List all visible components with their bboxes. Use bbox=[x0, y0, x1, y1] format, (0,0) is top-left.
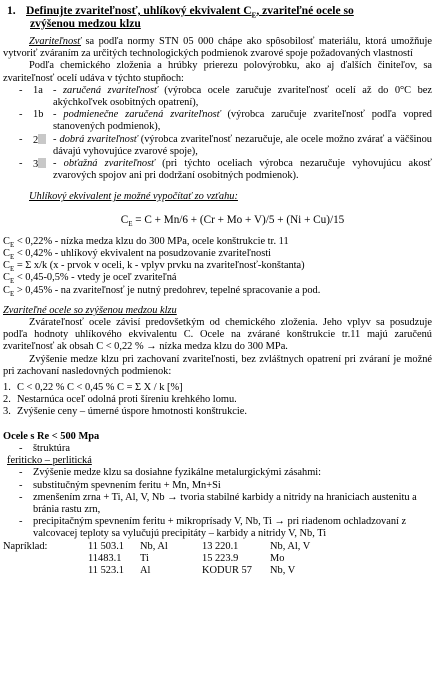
grades-intro: Podľa chemického zloženia a hrúbky prierezu polovýrobku, ako aj ďalších činiteľov, sa zvariteľnosť ocelí udáva v týchto stupňoch: bbox=[3, 60, 432, 84]
list-item: $C_E < 0,22\%$ - nízka medza klzu do 300 MPa, ocele konštrukcie tr. 11 bbox=[3, 235, 289, 249]
list-item: - 2 - dobrá zvariteľnosť (výrobca zvariteľnosť nezaručuje, ale ocele možno zvárať a väčšinou dávajú vyhovujúce zvarové spoje), bbox=[19, 133, 432, 157]
definition-term: Zvariteľnosť bbox=[29, 36, 82, 47]
list-item: - 1a - zaručená zvariteľnosť (výrobca ocele zaručuje zvariteľnosť ocelí až do 0°C bez akýchkoľvek osobitných opatrení), bbox=[19, 84, 433, 109]
heading-number: 1. bbox=[7, 4, 16, 17]
list-item: - substitučným spevnením feritu + Mn, Mn+Si bbox=[19, 479, 221, 491]
table-row: 11483.1 Ti 15 223.9 Mo bbox=[88, 552, 285, 564]
list-item: $C_E = \Sigma$ x/k (x - prvok v oceli, k - vplyv prvku na zvariteľnosť-konštanta) bbox=[3, 260, 305, 274]
list-item: $C_E < 0,45-0,5\%$ - vtedy je oceľ zvariteľná bbox=[3, 272, 177, 286]
weldability-paragraph: Zvárateľnosť ocele závisí predovšetkým od chemického zloženia. Jeho vplyv sa posudzuje podľa hodnoty uhlíkového ekvivalentu C. Ocele na zvárané konštrukcie tr.11 majú zaručenú zvariteľnosť ak obsah C < 0,22 % → nízka medza klzu do 300 MPa. bbox=[3, 317, 432, 353]
conditions-list bbox=[3, 382, 432, 419]
definition-paragraph bbox=[3, 36, 432, 60]
structure-value: feriticko – perlitická bbox=[7, 455, 92, 467]
table-row: 11 523.1 Al KODUR 57 Nb, V bbox=[88, 564, 296, 576]
list-item: 3. Zvýšenie ceny – úmerné úspore hmotnosti konštrukcie. bbox=[3, 406, 247, 418]
list-item: - 1b - podmienečne zaručená zvariteľnosť (výrobca zaručuje zvariteľnosť podľa vopred stanovených podmienok), bbox=[19, 109, 433, 133]
bullets-list bbox=[3, 467, 432, 540]
list-item: - precipitačným spevnením feritu + mikroprísady V, Nb, Ti → pri riadenom ochladzovaní z valcovacej teploty sa vylučujú precipitáty – karbidy a nitridy V, Nb, Ti bbox=[19, 516, 407, 540]
heading-line1-end: , zvariteľné ocele so bbox=[256, 4, 354, 17]
ce-formula: $C_E = C + Mn/6 + (Cr + Mo + V)/5 + (Ni + Cu)/15$ bbox=[120, 213, 345, 228]
examples-table bbox=[3, 541, 432, 578]
section2-title: Ocele s Re < 500 Mpa bbox=[3, 430, 100, 442]
page-title bbox=[3, 4, 432, 30]
list-item: - štruktúra bbox=[19, 442, 70, 454]
ce-intro: Uhlíkový ekvivalent je možné vypočítať zo vzťahu: bbox=[29, 191, 238, 203]
yield-paragraph: Zvýšenie medze klzu pri zachovaní zvariteľnosti, bez zvláštnych opatrení pri zváraní je možné pri zachovaní nasledovných podmienok: bbox=[3, 353, 432, 377]
heading-line2: zvýšenou medzou klzu bbox=[30, 17, 141, 30]
list-item: - Zvýšenie medze klzu sa dosiahne fyzikálne metalurgickými zásahmi: bbox=[19, 467, 322, 479]
list-item: $C_E < 0,42\%$ - uhlíkový ekvivalent na posudzovanie zvariteľnosti bbox=[3, 248, 272, 262]
list-item: - 3 - obťažná zvariteľnosť (pri týchto oceliach výrobca nezaručuje vyhovujúcu akosť zvarových spojov ani pri dodržaní osobitných podmienok). bbox=[19, 158, 432, 182]
table-row: Napríklad: 11 503.1 Nb, Al 13 220.1 Nb, Al, V bbox=[3, 540, 311, 552]
heading-sub: E bbox=[251, 11, 257, 20]
list-item: - zmenšením zrna + Ti, Al, V, Nb → tvoria stabilné karbidy a nitridy na hraniciach austenitu a bránia rastu zrn, bbox=[19, 491, 417, 515]
list-item: $C_E > 0,45\%$ - na zvariteľnosť je nutný predohrev, tepelné spracovanie a pod. bbox=[3, 284, 321, 298]
list-item: 2. Nestarnúca oceľ odolná proti šíreniu krehkého lomu. bbox=[3, 394, 237, 406]
definition-text: sa podľa normy STN 05 000 chápe ako spôsobilosť materiálu, ktorá umožňuje vytvoriť zváraním za určitých technologických podmienok zvarové spoje požadovaných vlastností bbox=[3, 36, 432, 60]
ce-list bbox=[3, 236, 432, 297]
section-subheading: Zvariteľné ocele so zvýšenou medzou klzu bbox=[3, 304, 177, 316]
list-item: 1. C < 0,22 % C < 0,45 % C = Σ X / k [%] bbox=[3, 382, 183, 394]
heading-line1: Definujte zvariteľnosť, uhlíkový ekvivalent C bbox=[26, 4, 252, 17]
grades-list bbox=[3, 85, 432, 183]
